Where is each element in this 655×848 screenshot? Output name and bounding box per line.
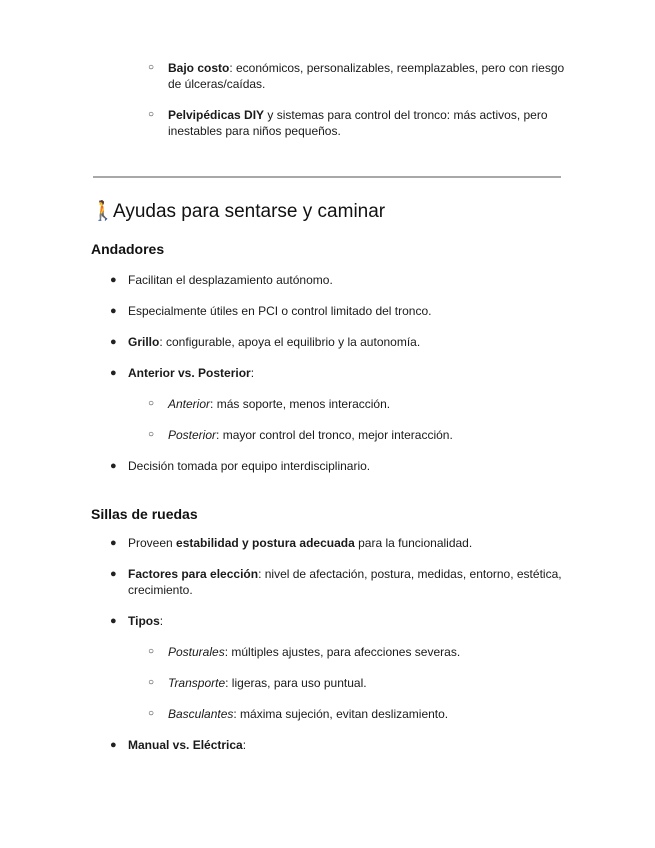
list-item-anterior-posterior (128, 365, 568, 381)
description: : (250, 366, 255, 380)
list-item-posterior (168, 427, 568, 443)
description: : mayor control del tronco, mejor interacción. (216, 428, 453, 442)
term: Pelvipédicas DIY (168, 108, 265, 122)
list-item-transporte (168, 675, 568, 691)
list-item: Facilitan el desplazamiento autónomo. (128, 273, 333, 287)
term: Transporte (168, 676, 226, 690)
term: Anterior (168, 397, 211, 411)
term: Basculantes (168, 707, 234, 721)
disc-bullet: ● (110, 615, 117, 627)
description: : económicos, personalizables, reemplazables, pero con riesgo de úlceras/caídas. (168, 61, 565, 91)
term: Bajo costo (168, 61, 230, 75)
list-item-bajo-costo (168, 60, 568, 92)
list-item-pelvipedicas (168, 107, 568, 139)
description: : máxima sujeción, evitan deslizamiento. (233, 707, 449, 721)
disc-bullet: ● (110, 739, 117, 751)
description: : configurable, apoya el equilibrio y la autonomía. (159, 335, 421, 349)
text-prefix: Proveen (128, 536, 177, 550)
person-walking-icon: 🚶 (91, 201, 115, 222)
list-item-factores (128, 566, 568, 598)
term: Factores para elección (128, 567, 259, 581)
term: estabilidad y postura adecuada (176, 536, 355, 550)
hollow-bullet: ○ (148, 429, 155, 440)
list-item-basculantes (168, 706, 568, 722)
hollow-bullet: ○ (148, 398, 155, 409)
disc-bullet: ● (110, 537, 117, 549)
list-item (128, 535, 568, 551)
description: y sistemas para control del tronco: más activos, pero inestables para niños pequeños. (168, 108, 548, 138)
hollow-bullet: ○ (148, 646, 155, 657)
disc-bullet: ● (110, 274, 117, 286)
description: : nivel de afectación, postura, medidas, entorno, estética, crecimiento. (128, 567, 562, 597)
text-suffix: para la funcionalidad. (354, 536, 473, 550)
term: Tipos (128, 614, 160, 628)
term: Manual vs. Eléctrica (128, 738, 243, 752)
term: Posterior (168, 428, 217, 442)
term: Grillo (128, 335, 160, 349)
list-item-grillo (128, 334, 568, 350)
hollow-bullet: ○ (148, 677, 155, 688)
subheading-andadores: Andadores (91, 241, 165, 257)
term: Anterior vs. Posterior (128, 366, 251, 380)
hollow-bullet: ○ (148, 62, 155, 73)
description: : múltiples ajustes, para afecciones severas. (224, 645, 461, 659)
disc-bullet: ● (110, 336, 117, 348)
subheading-sillas-de-ruedas: Sillas de ruedas (91, 506, 198, 522)
hollow-bullet: ○ (148, 109, 155, 120)
section-title: Ayudas para sentarse y caminar (113, 201, 386, 222)
section-heading (91, 199, 385, 225)
term: Posturales (168, 645, 225, 659)
description: : (159, 614, 164, 628)
disc-bullet: ● (110, 305, 117, 317)
description: : ligeras, para uso puntual. (225, 676, 367, 690)
description: : (242, 738, 247, 752)
list-item-anterior (168, 396, 568, 412)
list-item-posturales (168, 644, 568, 660)
list-item: Decisión tomada por equipo interdisciplinario. (128, 459, 371, 473)
disc-bullet: ● (110, 568, 117, 580)
disc-bullet: ● (110, 367, 117, 379)
list-item-tipos (128, 613, 568, 629)
disc-bullet: ● (110, 460, 117, 472)
hollow-bullet: ○ (148, 708, 155, 719)
description: : más soporte, menos interacción. (210, 397, 391, 411)
list-item-manual-electrica (128, 737, 568, 753)
list-item: Especialmente útiles en PCI o control limitado del tronco. (128, 304, 432, 318)
horizontal-divider (93, 176, 561, 178)
